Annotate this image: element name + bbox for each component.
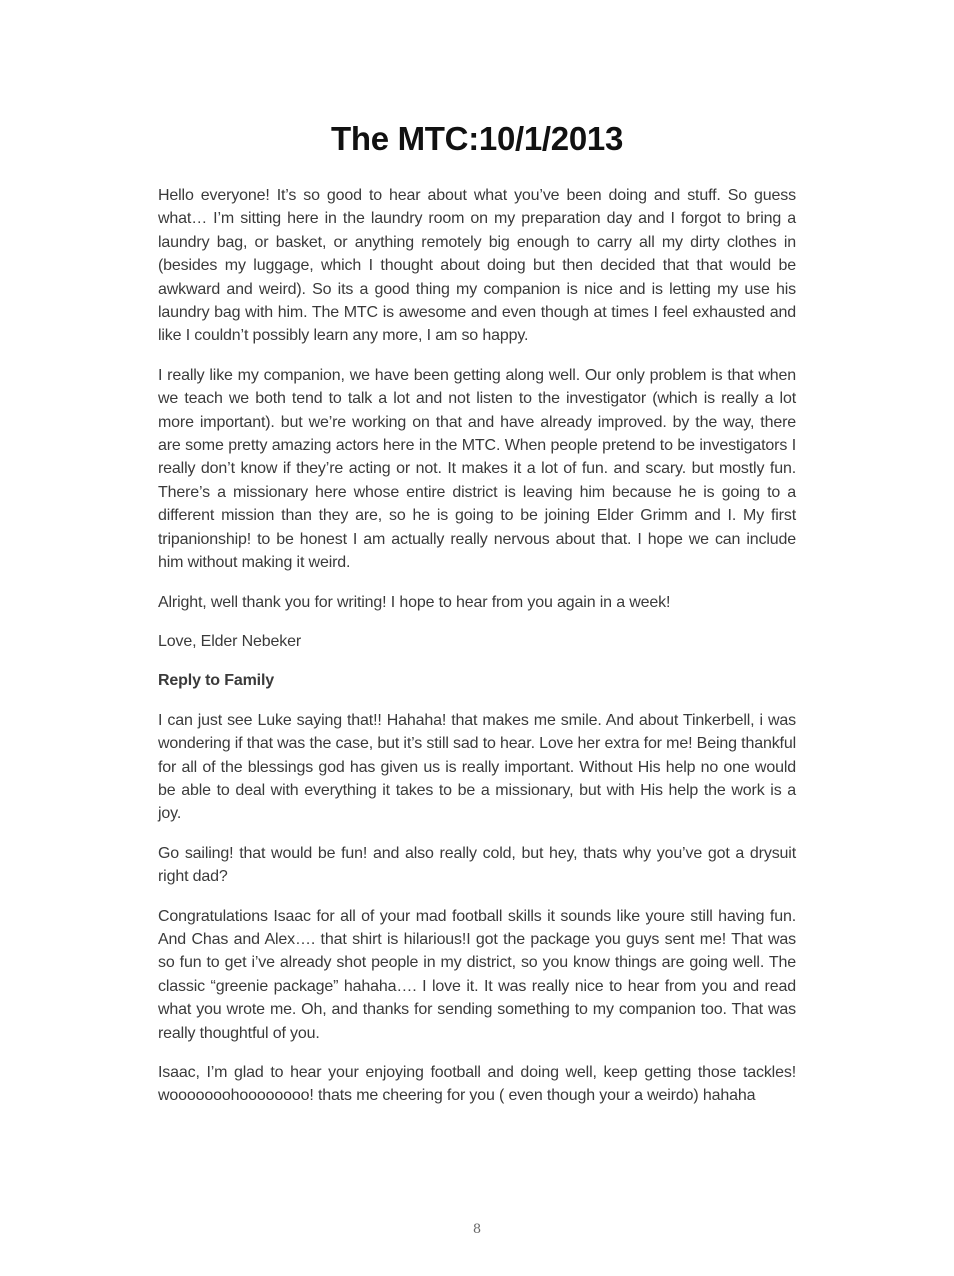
page-number: 8 (472, 1222, 482, 1237)
paragraph-congratulations: Congratulations Isaac for all of your mad football skills it sounds like youre still having fun. And Chas and Alex…. that shirt is hilarious!I got the package you guys sent me! That was so fun to get i’ve already shot people in my district, so you know things are going well. The classic “greenie package” hahaha…. I love it. It was really nice to hear from you and read what you wrote me. Oh, and thanks for sending something to my companion too. That was really thoughtful of you. (158, 907, 796, 1042)
paragraph-isaac: Isaac, I’m glad to hear your enjoying football and doing well, keep getting those tackles! wooooooohoooooooo! thats me cheering for you ( even though your a weirdo) hahaha (158, 1064, 796, 1105)
section-heading-reply: Reply to Family (158, 672, 275, 690)
paragraph-greeting: Hello everyone! It’s so good to hear about what you’ve been doing and stuff. So guess what… I’m sitting here in the laundry room on my preparation day and I forgot to bring a laundry bag, or basket, or anything remotely big enough to carry all my dirty clothes in (besides my luggage, which I thought about doing but then decided that that would be awkward and weird). So its a good thing my companion is nice and is letting my use his laundry bag with him. The MTC is awesome and even though at times I feel exhausted and like I couldn’t possibly learn any more, I am so happy. (158, 187, 796, 345)
signature: Love, Elder Nebeker (158, 632, 302, 650)
page-title: The MTC:10/1/2013 (330, 120, 623, 157)
paragraph-sailing: Go sailing! that would be fun! and also really cold, but hey, thats why you’ve got a drysuit right dad? (158, 844, 796, 886)
letter-body (158, 184, 796, 1124)
paragraph-luke: I can just see Luke saying that!! Hahaha! that makes me smile. And about Tinkerbell, i was wondering if that was the case, but it’s still sad to hear. Love her extra for me! Being thankful for all of the blessings god has given us is really important. Without His help no one would be able to deal with everything it takes to be a missionary, but with His help the work is a joy. (158, 711, 796, 823)
paragraph-thanks: Alright, well thank you for writing! I hope to hear from you again in a week! (158, 593, 671, 611)
paragraph-companion: I really like my companion, we have been getting along well. Our only problem is that when we teach we both tend to talk a lot and not listen to the investigator (which is really a lot more important). but we’re working on that and have already improved. by the way, there are some pretty amazing actors here in the MTC. When people pretend to be investigators I really don’t know if they’re acting or not. It makes it a lot of fun. and scary. but mostly fun. There’s a missionary here whose entire district is leaving him because he is going to a different mission than they are, so he is going to be joining Elder Grimm and I. My first tripanionship! to be honest I am actually really nervous about that. I hope we can include him without making it weird. (158, 366, 796, 572)
